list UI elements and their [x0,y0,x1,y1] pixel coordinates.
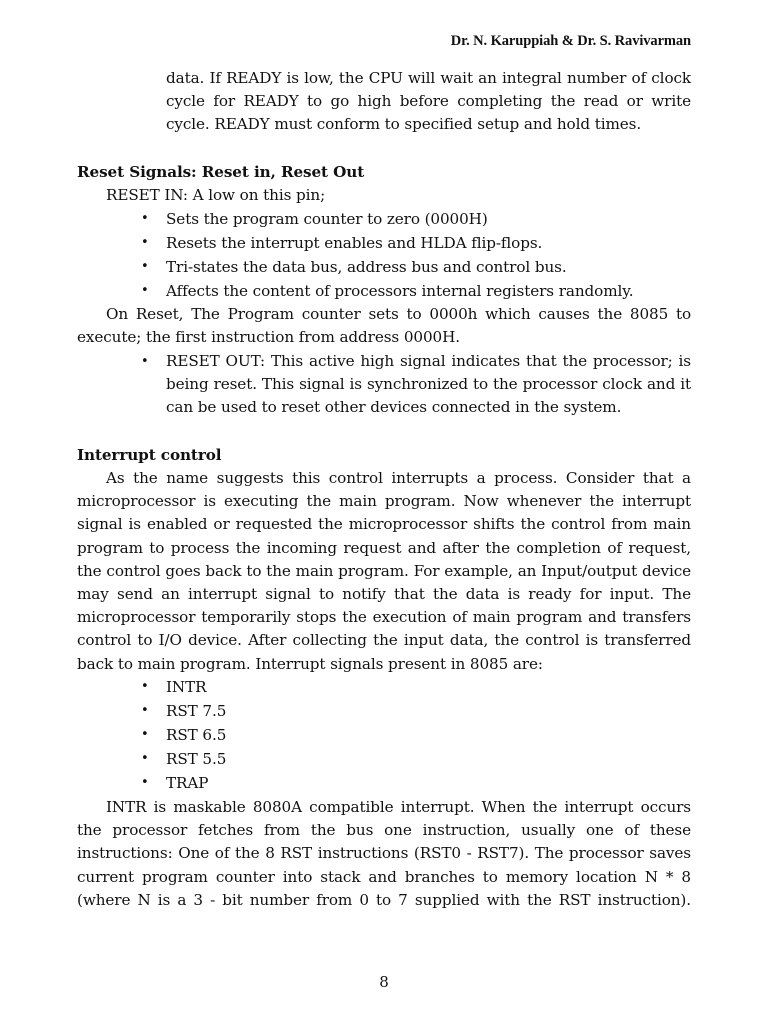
list-item: • Affects the content of processors internal registers randomly. [77,279,691,303]
bullet-icon: • [141,727,149,742]
bullet-icon: • [141,703,149,718]
reset-in-intro: RESET IN: A low on this pin; [106,186,326,204]
reset-in-bullet-list [77,207,691,303]
list-item: • Tri-states the data bus, address bus and control bus. [77,255,691,279]
bullet-icon: • [141,775,149,790]
bullet-icon: • [141,283,149,298]
bullet-icon: • [141,751,149,766]
running-header: Dr. N. Karuppiah & Dr. S. Ravivarman [450,33,691,49]
list-item: • Sets the program counter to zero (0000H) [77,207,691,231]
reset-heading: Reset Signals: Reset in, Reset Out [77,163,365,181]
list-item: • TRAP [77,771,691,795]
list-item: • RESET OUT: This active high signal indicates that the processor; is being reset. This signal is synchronized to the processor clock and it can be used to reset other devices connected in the system. [141,352,691,417]
list-item: • Resets the interrupt enables and HLDA flip-flops. [77,231,691,255]
list-item: • INTR [77,675,691,699]
list-item: • RST 6.5 [77,723,691,747]
bullet-icon: • [141,354,149,369]
page-number: 8 [379,973,389,991]
reset-out-bullet-list [77,350,691,420]
bullet-icon: • [141,679,149,694]
bullet-icon: • [141,211,149,226]
interrupt-paragraph: As the name suggests this control interrupts a process. Consider that a microprocessor is executing the main program. Now whenever the interrupt signal is enabled or requested the microprocessor shifts the control from main program to process the incoming request and after the completion of request, the control goes back to the main program. For example, an Input/output device may send an interrupt signal to notify that the data is ready for input. The microprocessor temporarily stops the execution of main program and transfers control to I/O device. After collecting the input data, the control is transferred back to main program. Interrupt signals present in 8085 are: [77,469,691,673]
interrupt-signal-list [77,675,691,795]
bullet-icon: • [141,235,149,250]
intr-paragraph: INTR is maskable 8080A compatible interrupt. When the interrupt occurs the processor fetches from the bus one instruction, usually one of these instructions: One of the 8 RST instructions (RST0 - RST7). The processor saves current program counter into stack and branches to memory location N * 8 (where N is a 3 - bit number from 0 to 7 supplied with the RST instruction). [77,798,691,909]
list-item: • RST 5.5 [77,747,691,771]
bullet-icon: • [141,259,149,274]
interrupt-heading: Interrupt control [77,446,222,464]
list-item: • RST 7.5 [77,699,691,723]
on-reset-paragraph: On Reset, The Program counter sets to 0000h which causes the 8085 to execute; the first instruction from address 0000H. [77,305,691,347]
ready-continuation-text: data. If READY is low, the CPU will wait an integral number of clock cycle for READY to go high before completing the read or write cycle. READY must conform to specified setup and hold times. [166,69,691,134]
